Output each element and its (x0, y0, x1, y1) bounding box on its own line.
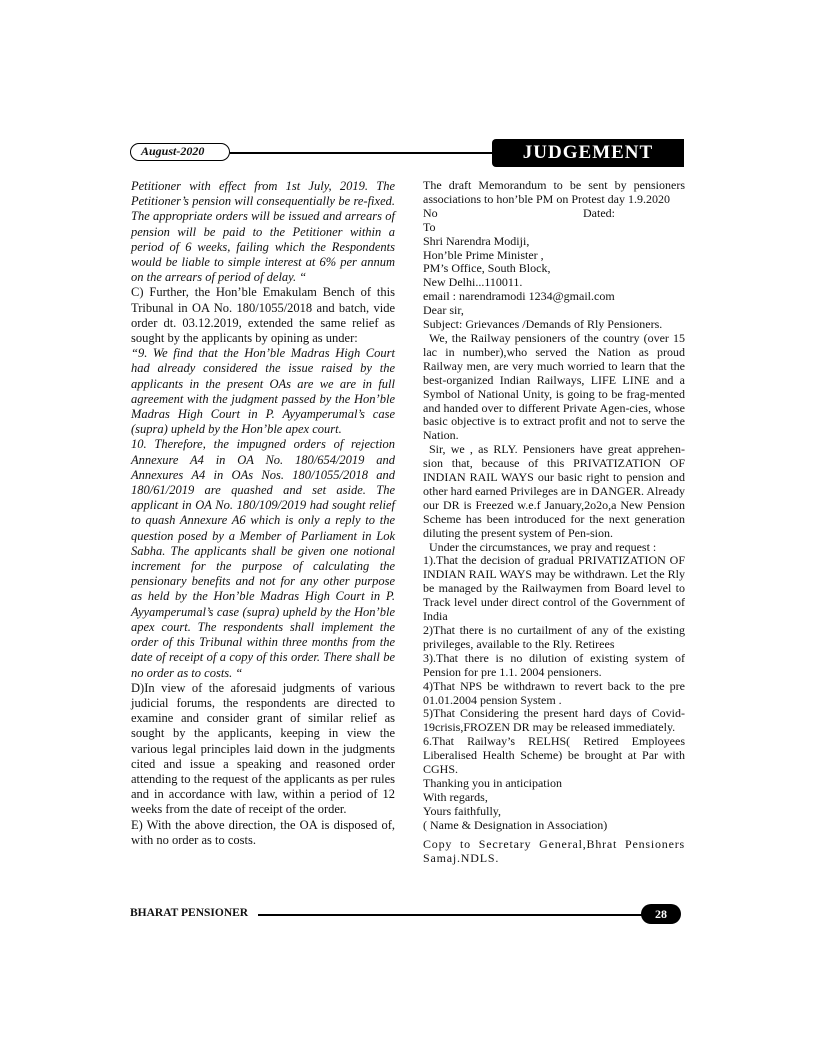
signature-line: ( Name & Designation in Association) (423, 817, 608, 832)
closing-line: With regards, (423, 789, 488, 804)
section-title: JUDGEMENT (492, 139, 684, 167)
header-rule (230, 152, 492, 154)
copy-to-line: Copy to Secretary General,Bhrat Pensioners Samaj.NDLS. (423, 836, 685, 865)
memo-intro: The draft Memorandum to be sent by pensioners associations to hon’ble PM on Protest day 1.9.2020 (423, 178, 685, 206)
closing-line: Yours faithfully, (423, 803, 502, 818)
request-item: 4)That NPS be withdrawn to revert back to the pre 01.01.2004 pension System . (423, 678, 685, 707)
publication-name: BHARAT PENSIONER (130, 907, 249, 919)
paragraph: We, the Railway pensioners of the country (over 15 lac in number),who served the Nation as proud Railway men, are very much worried to learn that the best-organized Indian Railways, LIFE LINE and a Symbol of National Unity, is going to be frag-mented and handed over to different Private Agen-cies, whose basic objective is to extract profit and not to serve the Nation. (423, 330, 685, 443)
address-line: To (423, 219, 436, 234)
paragraph: Sir, we , as RLY. Pensioners have great apprehen-sion that, because of this PRIVATIZATION OF INDIAN RAIL WAYS our basic right to pension and other hard earned Privileges are in DANGER. Already our DR is Freezed w.e.f January,2o2o,a New Pension Scheme has been introduced for the next generation diluting the present system of Pen-sion. (423, 442, 685, 540)
footer-rule (258, 914, 650, 916)
closing-line: Thanking you in anticipation (423, 775, 562, 790)
request-item: 2)That there is no curtailment of any of the existing privileges, available to the Rly. Retirees (423, 623, 685, 651)
paragraph: Petitioner with effect from 1st July, 2019. The Petitioner’s pension will consequentially be re-fixed. The appropriate orders will be issued and arrears of pension will be paid to the Petitioner within a period of 6 weeks, failing which the Respondents would be liable to simple interest at 6% per annum on the arrears of period of delay. “ (131, 179, 395, 285)
paragraph: D)In view of the aforesaid judgments of various judicial forums, the respondents are directed to examine and consider grant of similar relief as sought by the applicants, keeping in view the various legal principles laid down in the judgments cited and issue a speaking and reasoned order attending to the request of the applicants as per rules and in accordance with law, within a period of 12 weeks from the date of receipt of the order. (131, 680, 395, 817)
salutation: Dear sir, (423, 303, 464, 318)
right-column (423, 179, 685, 865)
request-item: 1).That the decision of gradual PRIVATIZATION OF INDIAN RAIL WAYS may be withdrawn. Let the Rly be managed by the Railwaymen from Board level to Track level under direct control of the Government of India (423, 553, 685, 624)
email-line: email : narendramodi 1234@gmail.com (423, 289, 615, 304)
request-item: 3).That there is no dilution of existing system of Pension for pre 1.1. 2004 pensioners. (423, 650, 685, 679)
paragraph: Under the circumstances, we pray and request : (429, 539, 657, 554)
address-line: PM’s Office, South Block, (423, 261, 551, 276)
memo-no: No (423, 205, 438, 220)
paragraph: “9. We find that the Hon’ble Madras High Court had already considered the issue raised by the applicants in the present OAs are we are in full agreement with the judgment passed by the Hon’ble Madras High Court in P. Ayyamperumal’s case (supra) upheld by the Hon’ble apex court. (131, 346, 395, 437)
request-item: 5)That Considering the present hard days of Covid-19crisis,FROZEN DR may be released immediately. (423, 706, 685, 735)
left-column (131, 179, 395, 848)
memo-dated: Dated: (583, 205, 615, 220)
request-item: 6.That Railway’s RELHS( Retired Employees Liberalised Health Scheme) be brought at Par with CGHS. (423, 734, 685, 777)
subject-line: Subject: Grievances /Demands of Rly Pensioners. (423, 317, 663, 332)
paragraph: C) Further, the Hon’ble Emakulam Bench of this Tribunal in OA No. 180/1055/2018 and batch, vide order dt. 03.12.2019, extended the same relief as sought by the applicants by opining as under: (131, 285, 395, 346)
address-line: New Delhi...110011. (423, 275, 523, 290)
memo-number-line (423, 207, 685, 221)
page-number: 28 (641, 904, 681, 924)
address-line: Shri Narendra Modiji, (423, 233, 530, 248)
issue-date-label: August-2020 (130, 143, 230, 161)
paragraph: E) With the above direction, the OA is disposed of, with no order as to costs. (131, 817, 395, 847)
paragraph: 10. Therefore, the impugned orders of rejection Annexure A4 in OA No. 180/654/2019 and Annexures A4 in OAs Nos. 180/1055/2018 and 180/61/2019 are quashed and set aside. The applicant in OA No. 180/109/2019 had sought relief to quash Annexure A6 which is only a reply to the question posed by a Member of Parliament in Lok Sabha. The applicants shall be given one notional increment for the purpose of calculating the pensionary benefits and not for any other purpose as held by the Hon’ble Madras High Court in P. Ayyamperumal’s case (supra) upheld by the Hon’ble apex court. The respondents shall implement the order of this Tribunal within three months from the date of receipt of a copy of this order. There shall be no order as to costs. “ (131, 437, 395, 680)
address-line: Hon’ble Prime Minister , (423, 247, 544, 262)
